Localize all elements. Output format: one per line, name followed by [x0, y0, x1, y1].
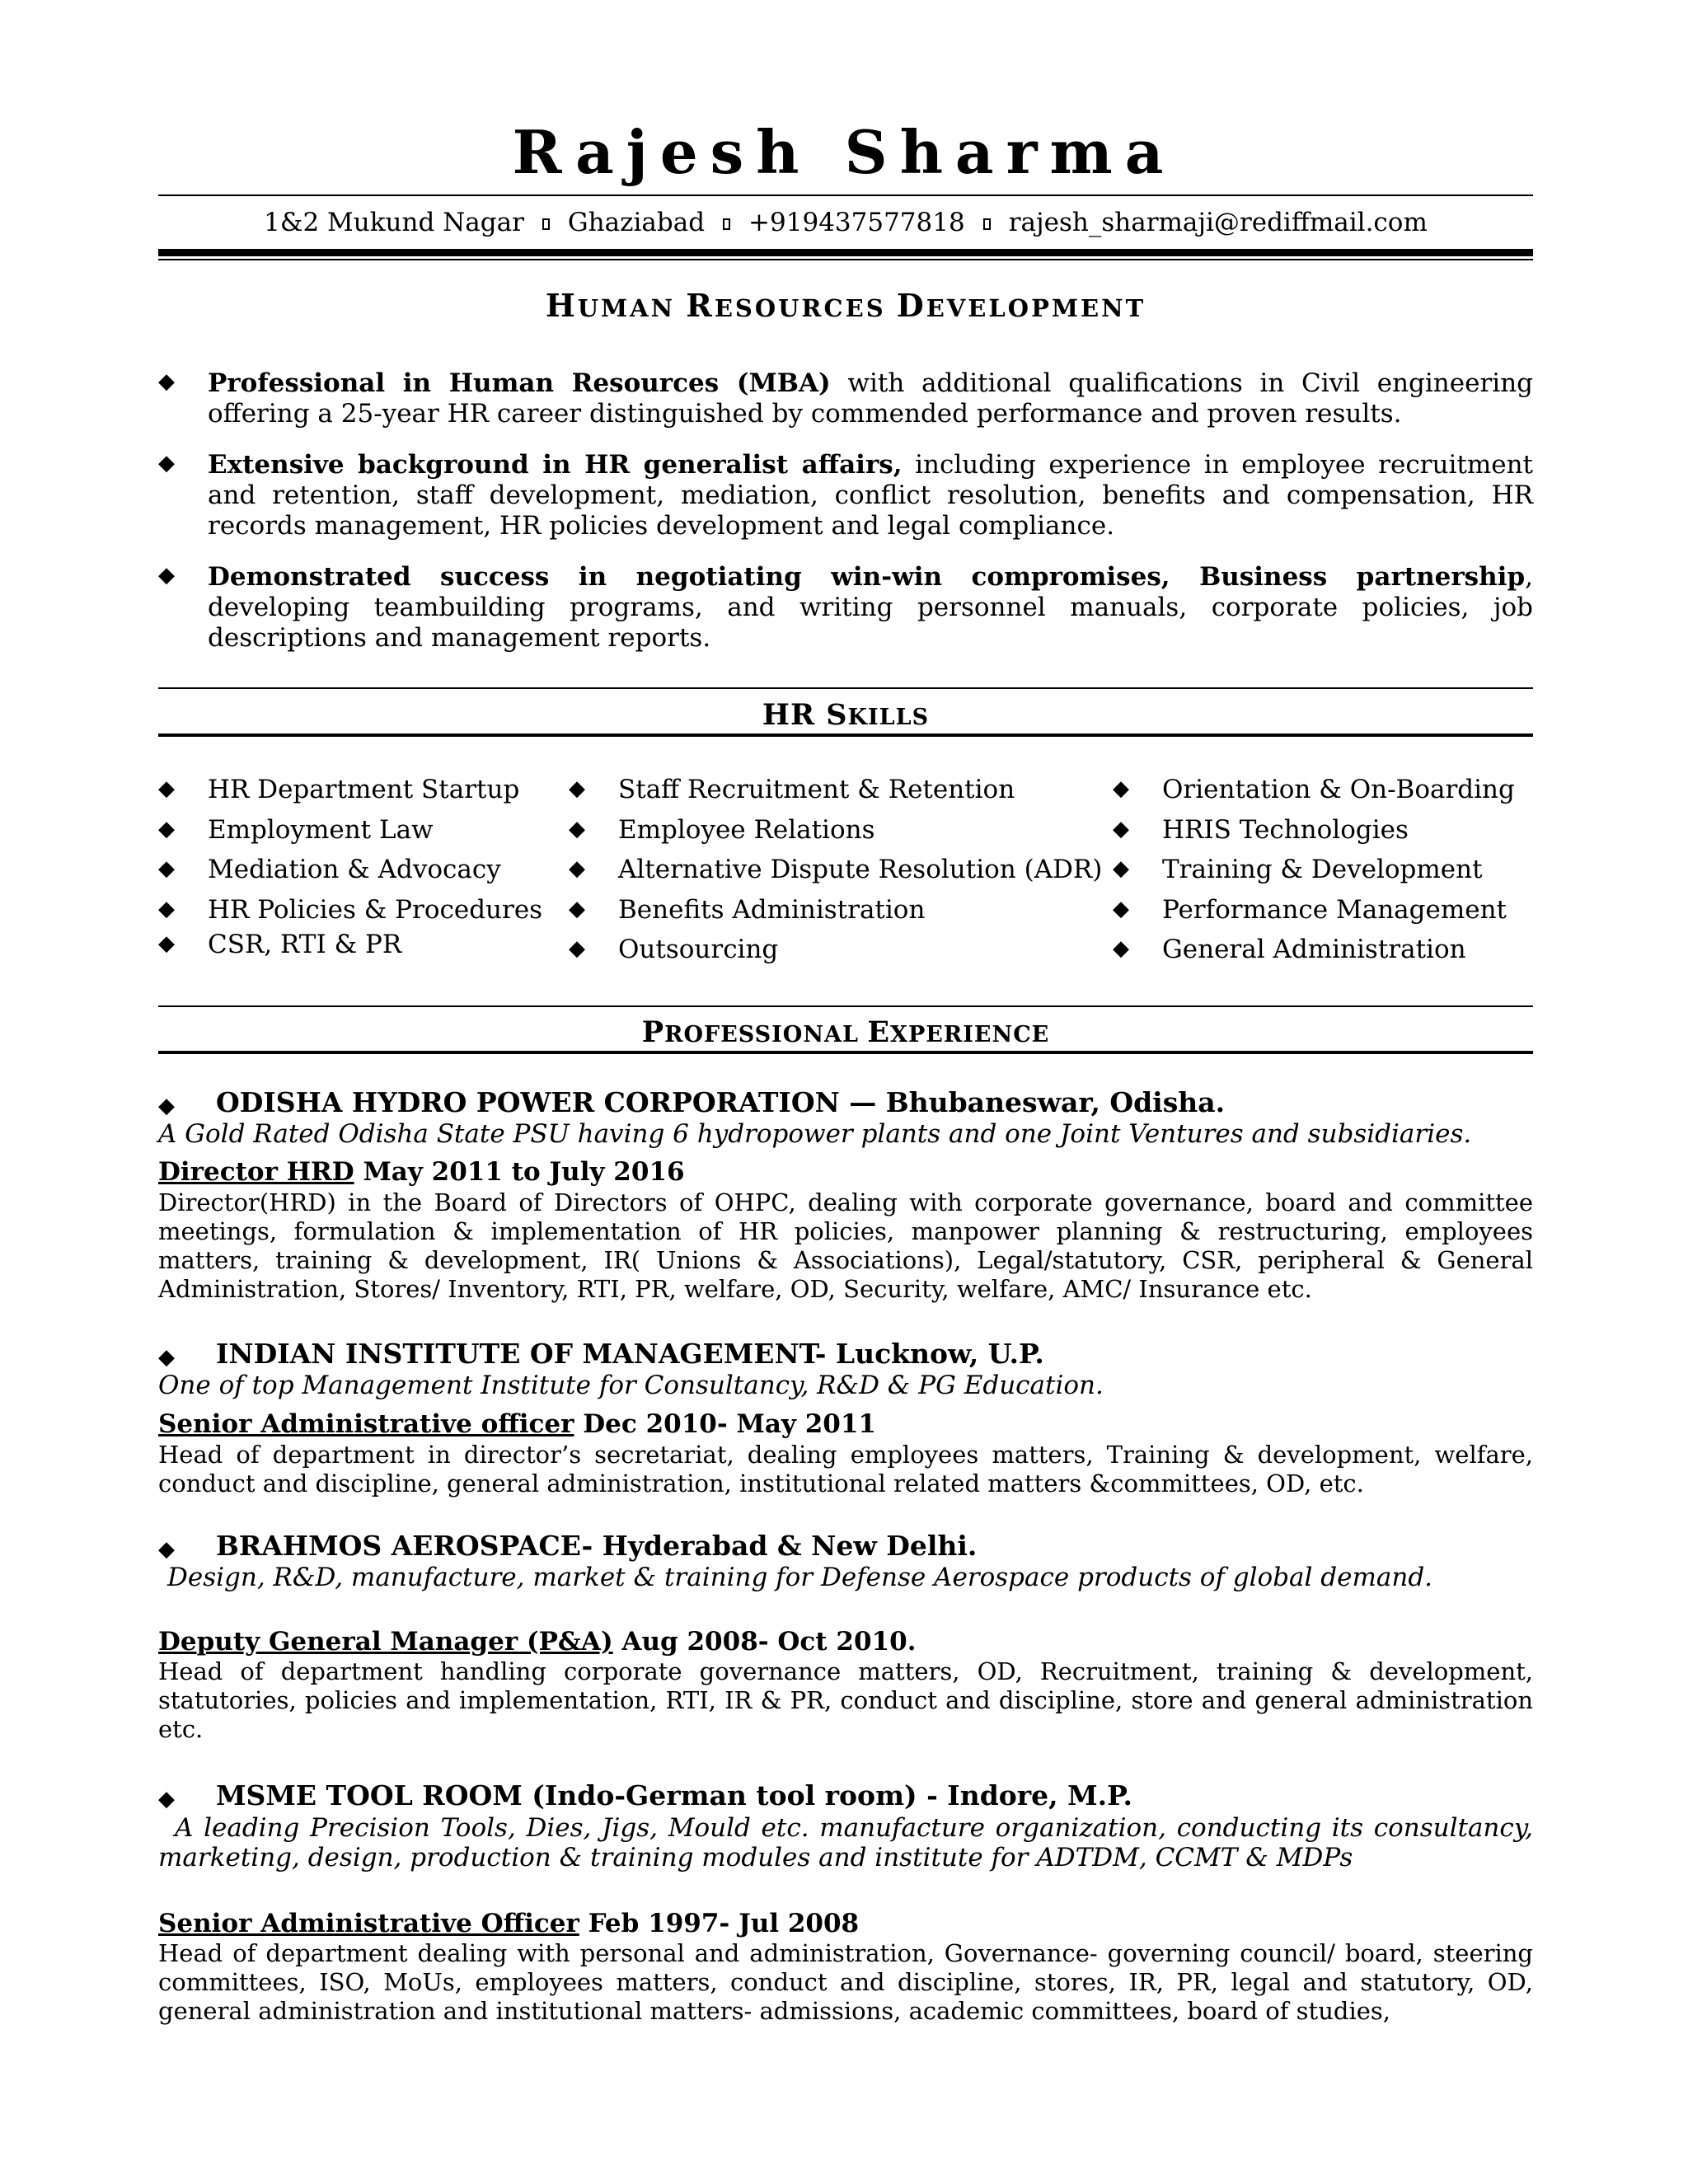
diamond-bullet-icon: ◆ [158, 856, 175, 881]
diamond-bullet-icon: ◆ [569, 936, 585, 961]
skill-item: Mediation & Advocacy [208, 855, 501, 884]
skill-item: Alternative Dispute Resolution (ADR) [618, 855, 1103, 884]
separator-icon [723, 218, 730, 230]
diamond-bullet-icon: ◆ [1113, 776, 1129, 801]
diamond-bullet-icon: ◆ [569, 856, 585, 881]
separator-icon [983, 218, 991, 230]
skill-item: HRIS Technologies [1162, 815, 1409, 845]
experience-rule-top [158, 1005, 1533, 1007]
diamond-bullet-icon: ◆ [569, 897, 585, 921]
diamond-bullet-icon: ◆ [569, 776, 585, 801]
company-name: MSME TOOL ROOM (Indo-German tool room) - Indore, M.P. [216, 1779, 1133, 1811]
skill-item: Training & Development [1162, 855, 1483, 884]
separator-icon [542, 218, 550, 230]
address: 1&2 Mukund Nagar [264, 208, 524, 237]
job-role: Senior Administrative officer Dec 2010- May 2011 [158, 1409, 876, 1439]
skill-item: Performance Management [1162, 895, 1507, 925]
job-details: Head of department in director’s secretariat, dealing employees matters, Training & development, welfare, conduct and discipline, general administration, institutional related matters &committees, OD, etc. [158, 1441, 1533, 1497]
summary-item: Professional in Human Resources (MBA) with additional qualifications in Civil engineering offering a 25-year HR career distinguished by commended performance and proven results. [208, 368, 1533, 429]
diamond-bullet-icon: ◆ [158, 1094, 175, 1118]
email[interactable]: rajesh_sharmaji@rediffmail.com [1008, 208, 1428, 237]
diamond-bullet-icon: ◆ [158, 776, 175, 801]
diamond-bullet-icon: ◆ [158, 1537, 175, 1562]
header-rule-thin [158, 259, 1533, 260]
contact-line [158, 208, 1533, 237]
diamond-bullet-icon: ◆ [158, 563, 175, 588]
skills-rule-top [158, 687, 1533, 689]
skill-item: Employee Relations [618, 815, 875, 845]
summary-item: Extensive background in HR generalist affairs, including experience in employee recruitment and retention, staff development, mediation, conflict resolution, benefits and compensation, HR records management, HR policies development and legal compliance. [208, 450, 1533, 541]
diamond-bullet-icon: ◆ [158, 931, 175, 956]
diamond-bullet-icon: ◆ [158, 369, 175, 394]
summary-title: HUMAN RESOURCES DEVELOPMENT [545, 287, 1146, 324]
skills-rule-bottom [158, 733, 1533, 737]
company-name: BRAHMOS AEROSPACE- Hyderabad & New Delhi. [216, 1530, 978, 1562]
skill-item: Outsourcing [618, 935, 779, 964]
skill-item: HR Policies & Procedures [208, 895, 543, 925]
diamond-bullet-icon: ◆ [1113, 817, 1129, 841]
skill-item: General Administration [1162, 935, 1466, 964]
city: Ghaziabad [567, 208, 706, 237]
job-role: Director HRD May 2011 to July 2016 [158, 1157, 685, 1187]
skill-item: Orientation & On-Boarding [1162, 775, 1515, 804]
company-description: Design, R&D, manufacture, market & training for Defense Aerospace products of global demand. [167, 1563, 1433, 1592]
diamond-bullet-icon: ◆ [1113, 936, 1129, 961]
header-rule-thick [158, 249, 1533, 256]
diamond-bullet-icon: ◆ [158, 817, 175, 841]
company-description: A Gold Rated Odisha State PSU having 6 hydropower plants and one Joint Ventures and subsidiaries. [158, 1119, 1472, 1149]
job-details: Head of department dealing with personal and administration, Governance- governing council/ board, steering committees, ISO, MoUs, employees matters, conduct and discipline, stores, IR, PR, legal and statutory, OD, general administration and institutional matters- admissions, academic committees, board of studies, [158, 1939, 1533, 2025]
summary-item: Demonstrated success in negotiating win-win compromises, Business partnership, developing teambuilding programs, and writing personnel manuals, corporate policies, job descriptions and management reports. [208, 562, 1533, 653]
job-role: Senior Administrative Officer Feb 1997- Jul 2008 [158, 1909, 860, 1938]
job-details: Director(HRD) in the Board of Directors of OHPC, dealing with corporate governance, board and committee meetings, formulation & implementation of HR policies, manpower planning & restructuring, employees matters, training & development, IR( Unions & Associations), Legal/statutory, CSR, peripheral & General Administration, Stores/ Inventory, RTI, PR, welfare, OD, Security, welfare, AMC/ Insurance etc. [158, 1188, 1533, 1303]
company-name: INDIAN INSTITUTE OF MANAGEMENT- Lucknow, U.P. [216, 1338, 1044, 1370]
diamond-bullet-icon: ◆ [158, 897, 175, 921]
skill-item: CSR, RTI & PR [208, 930, 402, 959]
diamond-bullet-icon: ◆ [569, 817, 585, 841]
diamond-bullet-icon: ◆ [1113, 856, 1129, 881]
candidate-name: Rajesh Sharma [512, 117, 1176, 187]
company-description: One of top Management Institute for Consultancy, R&D & PG Education. [158, 1371, 1104, 1400]
diamond-bullet-icon: ◆ [1113, 897, 1129, 921]
job-role: Deputy General Manager (P&A) Aug 2008- Oct 2010. [158, 1627, 917, 1657]
experience-title: PROFESSIONAL EXPERIENCE [641, 1015, 1050, 1049]
skill-item: Employment Law [208, 815, 434, 845]
phone: +919437577818 [748, 208, 965, 237]
skill-item: Staff Recruitment & Retention [618, 775, 1015, 804]
company-description: A leading Precision Tools, Dies, Jigs, Mould etc. manufacture organization, conducting its consultancy, marketing, design, production & training modules and institute for ADTDM, CCMT & MDPs [158, 1813, 1533, 1872]
diamond-bullet-icon: ◆ [158, 1787, 175, 1811]
skill-item: HR Department Startup [208, 775, 520, 804]
header-rule-top [158, 194, 1533, 196]
skill-item: Benefits Administration [618, 895, 926, 925]
skills-title: HR SKILLS [762, 698, 930, 732]
experience-rule-bottom [158, 1051, 1533, 1054]
diamond-bullet-icon: ◆ [158, 1345, 175, 1370]
diamond-bullet-icon: ◆ [158, 451, 175, 476]
company-name: ODISHA HYDRO POWER CORPORATION — Bhubaneswar, Odisha. [216, 1086, 1226, 1118]
job-details: Head of department handling corporate governance matters, OD, Recruitment, training & development, statutories, policies and implementation, RTI, IR & PR, conduct and discipline, store and general administration etc. [158, 1657, 1533, 1743]
